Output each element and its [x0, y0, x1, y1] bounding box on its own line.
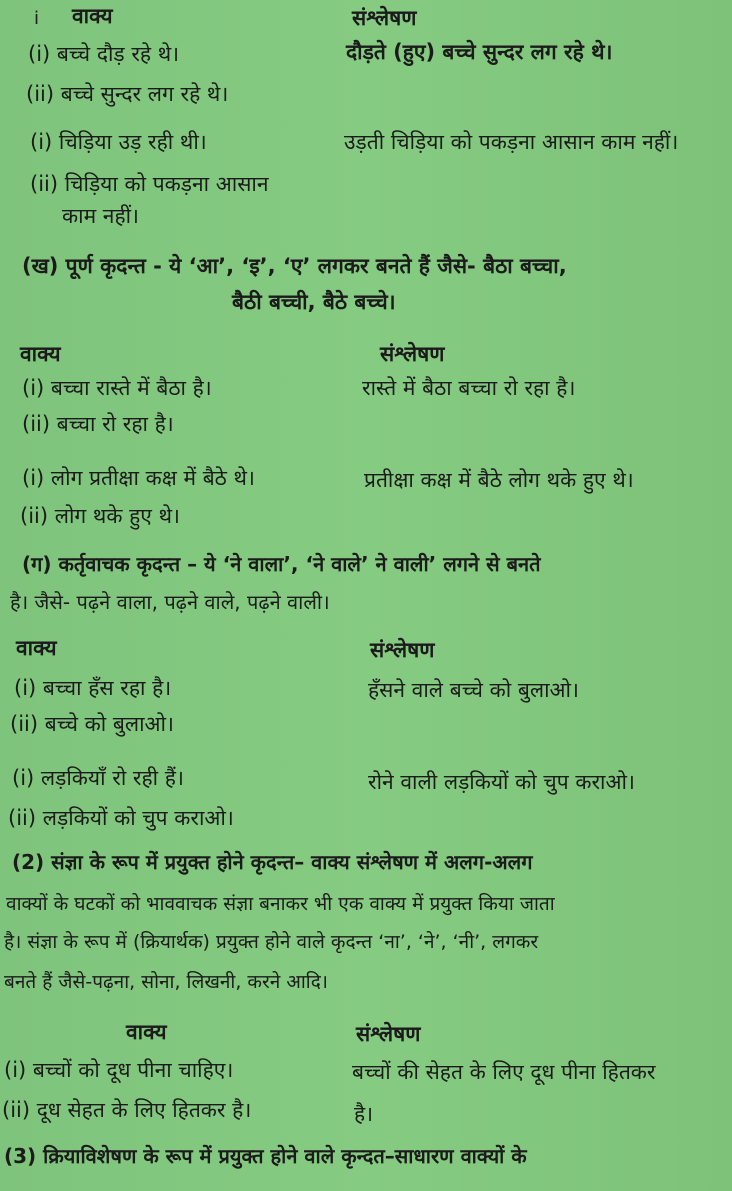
section-kha-line1: (ख) पूर्ण कृदन्त - ये ‘आ’, ‘इ’, ‘ए’ लगकर बनते हैं जैसे- बैठा बच्चा, [22, 254, 567, 278]
synthesis-5: हँसने वाले बच्चे को बुलाओ। [368, 678, 579, 702]
sentence-2: (ii) बच्चे सुन्दर लग रहे थे। [26, 82, 229, 106]
heading-sentences: वाक्य [72, 4, 113, 28]
heading-sentences: वाक्य [20, 342, 61, 366]
sentence-10: (ii) बच्चे को बुलाओ। [10, 712, 175, 736]
heading-synthesis: संश्लेषण [356, 1022, 421, 1046]
section-ga-line2: है। जैसे- पढ़ने वाला, पढ़ने वाले, पढ़ने वाली। [10, 590, 330, 614]
synthesis-6: रोने वाली लड़कियों को चुप कराओ। [368, 770, 635, 794]
section-ga-line1 [22, 550, 541, 577]
synthesis-2: उड़ती चिड़िया को पकड़ना आसान काम नहीं। [344, 130, 679, 154]
synthesis-7-cont: है। [354, 1102, 374, 1126]
sentence-1: (i) बच्चे दौड़ रहे थे। [28, 42, 180, 66]
section-2-line3: है। संज्ञा के रूप में (क्रियार्थक) प्रयुक्त होने वाले कृदन्त ‘ना’, ‘ने’, ‘नी’, लगकर [4, 931, 539, 953]
synthesis-1: दौड़ते (हुए) बच्चे सुन्दर लग रहे थे। [346, 40, 613, 64]
top-mark: i [34, 8, 40, 29]
heading-synthesis: संश्लेषण [352, 6, 417, 30]
synthesis-3: रास्ते में बैठा बच्चा रो रहा है। [362, 376, 576, 400]
sentence-11: (i) लड़कियाँ रो रही हैं। [12, 766, 184, 790]
sentence-4: (ii) चिड़िया को पकड़ना आसान [30, 172, 269, 196]
heading-synthesis: संश्लेषण [380, 342, 445, 366]
sentence-6: (ii) बच्चा रो रहा है। [22, 412, 174, 436]
section-2-line4: बनते हैं जैसे-पढ़ना, सोना, लिखनी, करने आदि। [4, 971, 329, 993]
section-ga-text: (ग) कर्तृवाचक कृदन्त – ये ‘ने वाला’, ‘ने वाले’ ने वाली’ लगने से बनते [22, 552, 541, 576]
sentence-9: (i) बच्चा हँस रहा है। [14, 676, 172, 700]
synthesis-7: बच्चों की सेहत के लिए दूध पीना हितकर [352, 1060, 656, 1084]
section-2-line2: वाक्यों के घटकों को भाववाचक संज्ञा बनाकर भी एक वाक्य में प्रयुक्त किया जाता [6, 893, 555, 915]
sentence-12: (ii) लड़कियों को चुप कराओ। [8, 806, 234, 830]
sentence-8: (ii) लोग थके हुए थे। [20, 504, 180, 528]
section-kha-line2: बैठी बच्ची, बैठे बच्चे। [232, 290, 396, 314]
section-2-line1: (2) संज्ञा के रूप में प्रयुक्त होने कृदन्त– वाक्य संश्लेषण में अलग-अलग [12, 850, 533, 874]
sentence-13: (i) बच्चों को दूध पीना चाहिए। [4, 1058, 234, 1082]
sentence-5: (i) बच्चा रास्ते में बैठा है। [22, 376, 212, 400]
sentence-4-cont: काम नहीं। [62, 204, 140, 228]
heading-sentences: वाक्य [16, 636, 57, 660]
sentence-7: (i) लोग प्रतीक्षा कक्ष में बैठे थे। [22, 466, 255, 490]
heading-sentences: वाक्य [126, 1020, 167, 1044]
section-3-line1: (3) क्रियाविशेषण के रूप में प्रयुक्त होने वाले कृन्दत–साधारण वाक्यों के [4, 1144, 527, 1168]
heading-synthesis: संश्लेषण [370, 638, 435, 662]
synthesis-4: प्रतीक्षा कक्ष में बैठे लोग थके हुए थे। [364, 468, 634, 492]
sentence-14: (ii) दूध सेहत के लिए हितकर है। [2, 1098, 252, 1122]
sentence-3: (i) चिड़िया उड़ रही थी। [30, 130, 207, 154]
